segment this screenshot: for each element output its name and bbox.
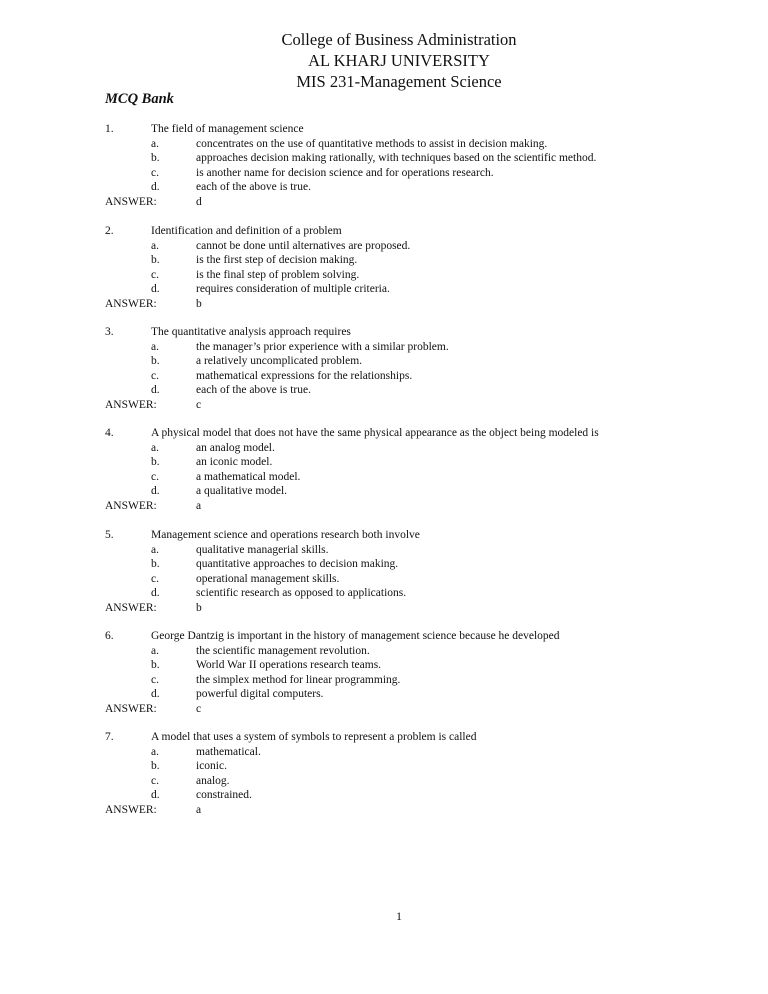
answer-value: c [196, 702, 202, 715]
option-text: the manager’s prior experience with a similar problem. [196, 340, 449, 353]
answer-row [0, 398, 768, 413]
question-number: 6. [105, 630, 114, 642]
answer-option [0, 151, 768, 166]
option-letter: b. [151, 254, 160, 267]
answer-value: c [196, 398, 202, 411]
option-letter: b. [151, 456, 160, 469]
question-item [0, 528, 768, 616]
page-number: 1 [396, 909, 402, 923]
answer-option [0, 687, 768, 702]
option-text: concentrates on the use of quantitative methods to assist in decision making. [196, 137, 548, 150]
answer-option [0, 441, 768, 456]
question-number: 4. [105, 427, 114, 439]
option-letter: b. [151, 152, 160, 165]
option-letter: c. [151, 572, 159, 585]
option-text: a qualitative model. [196, 485, 288, 498]
answer-label: ANSWER: [105, 499, 157, 512]
answer-option [0, 745, 768, 760]
question-item [0, 629, 768, 717]
option-letter: c. [151, 268, 159, 281]
answer-option [0, 484, 768, 499]
answer-option [0, 455, 768, 470]
option-letter: a. [151, 441, 159, 454]
question-item [0, 224, 768, 312]
answer-row [0, 297, 768, 312]
option-text: a relatively uncomplicated problem. [196, 355, 363, 368]
option-letter: a. [151, 137, 159, 150]
answer-option [0, 239, 768, 254]
course-title: MIS 231-Management Science [296, 72, 502, 91]
answer-option [0, 470, 768, 485]
question-stem: The quantitative analysis approach requires [151, 326, 351, 338]
answer-option [0, 253, 768, 268]
option-text: mathematical expressions for the relationships. [196, 369, 413, 382]
answer-value: b [196, 297, 202, 310]
option-letter: d. [151, 181, 160, 194]
question-stem: A physical model that does not have the same physical appearance as the object being modeled is [151, 427, 599, 439]
option-letter: d. [151, 485, 160, 498]
college-name: College of Business Administration [281, 30, 517, 49]
option-letter: b. [151, 558, 160, 571]
option-text: scientific research as opposed to applications. [196, 587, 407, 600]
answer-option [0, 557, 768, 572]
option-letter: d. [151, 688, 160, 701]
option-text: each of the above is true. [196, 181, 311, 194]
option-letter: a. [151, 239, 159, 252]
option-text: an iconic model. [196, 456, 273, 469]
answer-label: ANSWER: [105, 601, 157, 614]
answer-option [0, 369, 768, 384]
option-text: an analog model. [196, 441, 275, 454]
option-letter: a. [151, 543, 159, 556]
option-letter: b. [151, 760, 160, 773]
answer-option [0, 282, 768, 297]
answer-value: a [196, 499, 202, 512]
option-letter: b. [151, 355, 160, 368]
answer-label: ANSWER: [105, 398, 157, 411]
answer-row [0, 702, 768, 717]
option-letter: c. [151, 369, 159, 382]
question-stem-row [0, 528, 768, 543]
option-letter: a. [151, 745, 159, 758]
question-stem: Identification and definition of a problem [151, 225, 342, 237]
answer-option [0, 340, 768, 355]
university-name: AL KHARJ UNIVERSITY [308, 51, 490, 70]
question-stem-row [0, 325, 768, 340]
answer-option [0, 644, 768, 659]
option-letter: d. [151, 789, 160, 802]
answer-option [0, 586, 768, 601]
bank-title: MCQ Bank [105, 91, 174, 107]
option-letter: d. [151, 587, 160, 600]
question-stem-row [0, 122, 768, 137]
option-letter: b. [151, 659, 160, 672]
option-text: powerful digital computers. [196, 688, 324, 701]
option-text: the simplex method for linear programming. [196, 673, 401, 686]
option-text: qualitative managerial skills. [196, 543, 329, 556]
answer-row [0, 803, 768, 818]
question-item [0, 122, 768, 210]
question-stem: A model that uses a system of symbols to represent a problem is called [151, 731, 477, 743]
question-number: 5. [105, 529, 114, 541]
option-letter: d. [151, 283, 160, 296]
option-text: is the first step of decision making. [196, 254, 358, 267]
question-stem-row [0, 629, 768, 644]
answer-option [0, 788, 768, 803]
answer-option [0, 180, 768, 195]
question-number: 3. [105, 326, 114, 338]
question-item [0, 325, 768, 413]
answer-option [0, 774, 768, 789]
option-text: approaches decision making rationally, with techniques based on the scientific method. [196, 152, 597, 165]
option-text: is the final step of problem solving. [196, 268, 360, 281]
option-text: World War II operations research teams. [196, 659, 382, 672]
answer-label: ANSWER: [105, 297, 157, 310]
answer-value: a [196, 803, 202, 816]
option-letter: c. [151, 166, 159, 179]
answer-row [0, 499, 768, 514]
question-stem: George Dantzig is important in the history of management science because he developed [151, 630, 560, 642]
option-text: cannot be done until alternatives are proposed. [196, 239, 411, 252]
option-text: the scientific management revolution. [196, 644, 370, 657]
document-header [0, 29, 768, 92]
option-letter: c. [151, 774, 159, 787]
question-stem-row [0, 224, 768, 239]
answer-option [0, 673, 768, 688]
answer-option [0, 658, 768, 673]
answer-option [0, 354, 768, 369]
option-letter: a. [151, 340, 159, 353]
option-letter: c. [151, 470, 159, 483]
option-text: a mathematical model. [196, 470, 301, 483]
answer-option [0, 572, 768, 587]
option-letter: c. [151, 673, 159, 686]
question-item [0, 730, 768, 818]
answer-option [0, 137, 768, 152]
option-text: iconic. [196, 760, 227, 773]
answer-option [0, 543, 768, 558]
question-stem-row [0, 426, 768, 441]
option-text: constrained. [196, 789, 252, 802]
answer-row [0, 195, 768, 210]
answer-option [0, 383, 768, 398]
question-number: 1. [105, 123, 114, 135]
question-stem-row [0, 730, 768, 745]
question-stem: The field of management science [151, 123, 304, 135]
answer-row [0, 601, 768, 616]
question-number: 2. [105, 225, 114, 237]
option-letter: a. [151, 644, 159, 657]
question-item [0, 426, 768, 514]
option-text: requires consideration of multiple criteria. [196, 283, 390, 296]
answer-value: d [196, 195, 202, 208]
answer-value: b [196, 601, 202, 614]
answer-label: ANSWER: [105, 702, 157, 715]
option-text: analog. [196, 774, 230, 787]
option-text: mathematical. [196, 745, 261, 758]
answer-option [0, 759, 768, 774]
option-text: quantitative approaches to decision making. [196, 558, 399, 571]
answer-option [0, 268, 768, 283]
question-stem: Management science and operations research both involve [151, 529, 420, 541]
answer-label: ANSWER: [105, 803, 157, 816]
option-text: is another name for decision science and for operations research. [196, 166, 494, 179]
question-number: 7. [105, 731, 114, 743]
option-text: each of the above is true. [196, 384, 311, 397]
answer-label: ANSWER: [105, 195, 157, 208]
option-letter: d. [151, 384, 160, 397]
answer-option [0, 166, 768, 181]
option-text: operational management skills. [196, 572, 340, 585]
